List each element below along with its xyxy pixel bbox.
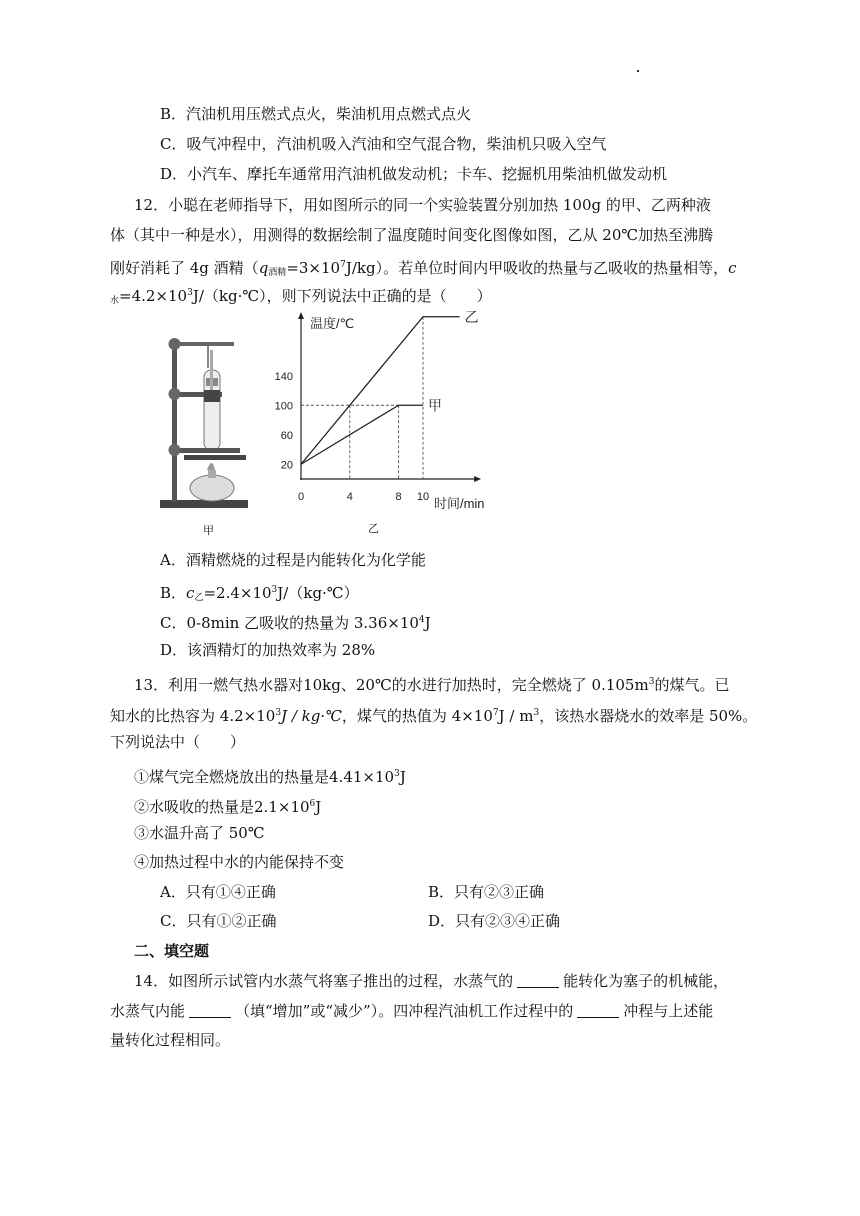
x-axis-arrow: [474, 476, 481, 482]
q13-line2: 知水的比热容为 $4.2\times 10^3J$ / kg·℃，煤气的热值为 $4\times 10^7J / m^3$，该热水器烧水的效率是 50%。: [110, 707, 758, 725]
q12-line3: 刚好消耗了 4g 酒精$(q_{酒精}=3\times 10^7J/kg)$。若单位时间内甲吸收的热量与乙吸收的热量相等，c: [110, 259, 737, 278]
q14-blank-1[interactable]: [517, 973, 559, 988]
q12-option-a: A．酒精燃烧的过程是内能转化为化学能: [160, 551, 426, 569]
y-tick-label: 100: [274, 400, 293, 413]
x-tick-label: 8: [395, 491, 402, 503]
x-axis-label: 时间/min: [433, 496, 485, 511]
q11-option-b: B．汽油机用压燃式点火，柴油机用点燃式点火: [160, 105, 472, 123]
q14-blank-2[interactable]: [189, 1003, 231, 1018]
series-line-乙: [301, 317, 460, 465]
q13-option-b: B．只有②③正确: [428, 883, 545, 901]
series-label: 乙: [464, 308, 479, 325]
q13-option-c: C．只有①②正确: [160, 912, 277, 930]
x-tick-label: 4: [346, 491, 353, 503]
q13-statement-2: ②水吸收的热量是$2.1\times 10^6J$: [134, 798, 322, 816]
q14-line2: 水蒸气内能 （填“增加”或“减少”）。四冲程汽油机工作过程中的 冲程与上述能: [110, 1002, 714, 1020]
q13-option-a: A．只有①④正确: [160, 883, 276, 901]
q13-statement-1: ①煤气完全燃烧放出的热量是$4.41\times 10^3J$: [134, 768, 406, 786]
x-tick-label: 10: [416, 491, 430, 503]
q12-line4: $_水=4.2\times 10^3J/(kg\cdot℃)$，则下列说法中正确的是（ ）: [110, 287, 492, 306]
q14-line3: 量转化过程相同。: [110, 1031, 231, 1049]
q12-line1: 12．小聪在老师指导下，用如图所示的同一个实验装置分别加热 100g 的甲、乙两种液: [134, 196, 711, 214]
y-tick-label: 20: [280, 459, 293, 472]
q12-option-b: B．$c_乙=2.4\times 10^3J/(kg\cdot℃)$: [160, 584, 359, 603]
y-axis-label: 温度/℃: [310, 316, 355, 331]
series-label: 甲: [428, 397, 442, 414]
apparatus-figure: [150, 330, 260, 510]
q13-option-d: D．只有②③④正确: [428, 912, 561, 930]
q12-option-d: D．该酒精灯的加热效率为 28%: [160, 641, 376, 659]
q13-line1: 13．利用一燃气热水器对10kg、20℃的水进行加热时，完全燃烧了 $0.105m^3$的煤气。已: [134, 676, 730, 694]
q12-option-c: C．0-8min 乙吸收的热量为 $3.36\times 10^4J$: [160, 614, 431, 632]
q11-option-c: C．吸气冲程中，汽油机吸入汽油和空气混合物，柴油机只吸入空气: [160, 135, 607, 153]
figure-label-left: 甲: [203, 524, 214, 537]
q13-statement-4: ④加热过程中水的内能保持不变: [134, 853, 345, 871]
q14-blank-3[interactable]: [577, 1003, 619, 1018]
q13-statement-3: ③水温升高了 50℃: [134, 824, 265, 842]
q14-line1: 14．如图所示试管内水蒸气将塞子推出的过程，水蒸气的 能转化为塞子的机械能，: [134, 972, 729, 990]
temperature-time-chart: [270, 308, 500, 513]
figure-label-right: 乙: [368, 522, 379, 535]
y-tick-label: 60: [280, 429, 293, 442]
q12-line2: 体（其中一种是水），用测得的数据绘制了温度随时间变化图像如图，乙从 20℃加热至沸腾: [110, 226, 714, 244]
section-heading: 二、填空题: [134, 942, 210, 960]
page-dot: [637, 70, 639, 72]
x-tick-label: 0: [297, 491, 305, 503]
q11-option-d: D．小汽车、摩托车通常用汽油机做发动机；卡车、挖掘机用柴油机做发动机: [160, 165, 668, 183]
y-tick-label: 140: [274, 370, 293, 383]
q13-line3: 下列说法中（ ）: [110, 733, 246, 751]
series-line-甲: [301, 405, 423, 464]
y-axis-arrow: [298, 312, 304, 319]
